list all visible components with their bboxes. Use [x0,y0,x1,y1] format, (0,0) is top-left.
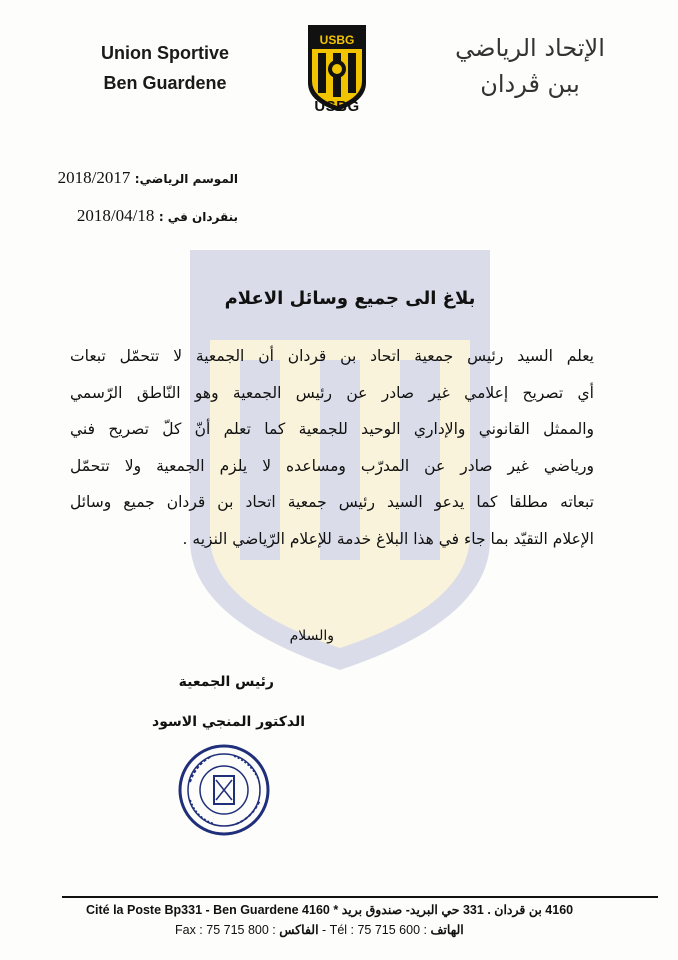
footer-separator: * [333,903,339,917]
club-name-arabic-line2: ببن ڨردان [480,70,580,98]
club-name-french [90,38,240,98]
season-label: الموسم الرياضي: [134,172,238,186]
club-name-french-line1: Union Sportive [100,43,229,63]
footer-tel-french: - Tél : 75 715 600 : [322,923,427,937]
signatory-name: الدكتور المنجي الاسود [152,714,305,730]
season-line [0,168,238,188]
announcement-body [70,338,594,557]
logo-badge-text: USBG [319,33,355,47]
date-value: 2018/04/18 [76,206,155,225]
body-line: الإعلام التقيّد بما جاء في هذا البلاغ خدمة للإعلام الرّياضي النزيه . [182,529,594,548]
footer-contact [175,922,655,937]
club-name-french-line2: Ben Guardene [103,73,227,93]
body-line: والممثل القانوني والإداري الوحيد للجمعية كما تعلم أنّ كلّ تصريح فني [70,420,594,438]
club-name-arabic [430,30,630,102]
footer-fax-french: Fax : 75 715 800 : [175,923,276,937]
logo-wordmark: USBG [314,98,360,115]
city-date-label: بنقردان في : [158,210,238,224]
body-line: تبعاته مطلقا كما يدعو السيد رئيس جمعية اتحاد بن قردان جميع وسائل [70,493,594,511]
body-line: أي تصريح إعلامي غير صادر عن رئيس الجمعية وهو النّاطق الرّسمي [70,383,594,402]
signatory-title: رئيس الجمعية [178,674,274,690]
body-line: ورياضي غير صادر عن المدرّب ومساعده لا يلزم الجمعية ولا تتحمّل [70,456,594,475]
announcement-title: بلاغ الى جميع وسائل الاعلام [224,288,476,309]
footer-divider [62,896,658,898]
official-stamp-icon [176,742,272,838]
club-name-arabic-line1: الإتحاد الرياضي [455,34,605,62]
footer-address [86,902,646,917]
body-line: يعلم السيد رئيس جمعية اتحاد بن قردان أن الجمعية لا تتحمّل تبعات [70,347,594,365]
date-line [0,206,238,226]
footer-fax-arabic: الفاكس [279,923,319,937]
closing-greeting: والسلام [289,628,334,644]
footer-tel-arabic: الهاتف [430,923,464,937]
footer-address-french: Cité la Poste Bp331 - Ben Guardene 4160 [86,903,330,917]
footer-address-arabic: 4160 بن قردان . 331 حي البريد- صندوق بريد [341,903,574,917]
season-value: 2018/2017 [57,168,131,187]
